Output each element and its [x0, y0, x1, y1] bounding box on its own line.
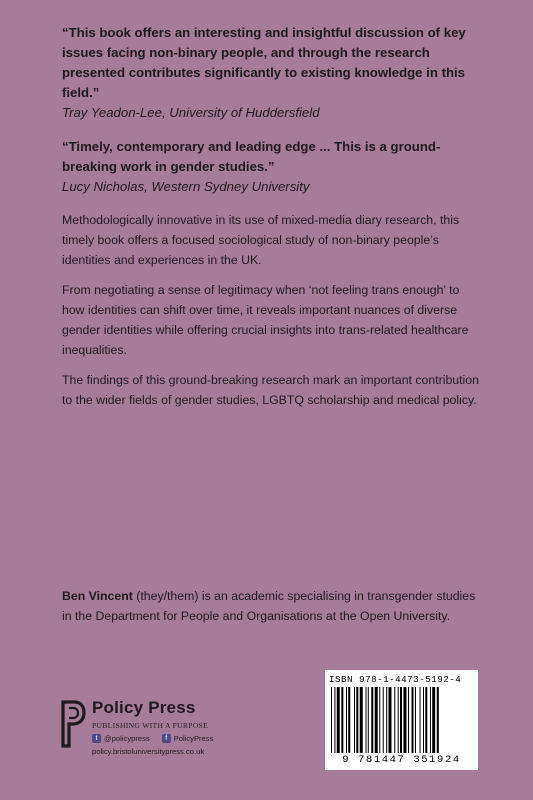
- facebook-icon: f: [162, 734, 171, 743]
- policy-press-logo-icon: [60, 700, 86, 748]
- twitter-icon: t: [92, 734, 101, 743]
- barcode-bar: [366, 687, 367, 753]
- author-name: Ben Vincent: [62, 589, 133, 603]
- author-bio: [62, 586, 482, 626]
- quote-text: “Timely, contemporary and leading edge ... This is a ground-breaking work in gender studies.”: [62, 139, 441, 174]
- barcode-bar: [354, 687, 355, 753]
- barcode-bar: [356, 687, 358, 753]
- publisher-website: policy.bristoluniversitypress.co.uk: [92, 747, 205, 756]
- author-bio-text: (they/them) is an academic specialising in transgender studies in the Department for People and Organisations at the Open University.: [62, 589, 476, 623]
- barcode-bar: [432, 687, 435, 753]
- description-paragraph: [62, 210, 482, 270]
- paragraph-text: The findings of this ground-breaking research mark an important contribution to the wider fields of gender studies, LGBTQ scholarship and medical policy.: [62, 373, 479, 407]
- barcode-bar: [386, 687, 387, 753]
- barcode-bar: [423, 687, 424, 753]
- twitter-handle: @policypress: [104, 733, 150, 743]
- barcode-bar: [375, 687, 378, 753]
- barcode-bar: [371, 687, 373, 753]
- barcode-bar: [331, 687, 332, 753]
- endorsement-quote: [62, 23, 472, 123]
- barcode-bar: [403, 687, 406, 753]
- publisher-logo: [60, 700, 240, 760]
- barcode-bar: [348, 687, 350, 753]
- barcode-bar: [389, 687, 392, 753]
- barcode-bar: [337, 687, 340, 753]
- barcode-bar: [420, 687, 421, 753]
- barcode-bar: [379, 687, 380, 753]
- isbn-label: ISBN 978-1-4473-5192-4: [329, 674, 462, 685]
- publisher-name: Policy Press: [92, 698, 196, 717]
- barcode-bar: [398, 687, 399, 753]
- endorsement-quote: [62, 137, 472, 197]
- paragraph-text: Methodologically innovative in its use of mixed-media diary research, this timely book offers a focused sociological study of non-binary people’s identities and experiences in the UK.: [62, 213, 460, 267]
- publisher-tagline: PUBLISHING WITH A PURPOSE: [92, 721, 209, 730]
- barcode-digits: 9 781447 351924: [342, 754, 461, 766]
- description-paragraph: [62, 370, 482, 410]
- barcode-bars: [331, 687, 472, 753]
- barcode-bar: [400, 687, 402, 753]
- barcode-bar: [412, 687, 414, 753]
- barcode-bar: [334, 687, 335, 753]
- paragraph-text: From negotiating a sense of legitimacy when ‘not feeling trans enough’ to how identities can shift over time, it reveals important nuances of diverse gender identities while offering crucial insights into trans-related healthcare inequalities.: [62, 283, 469, 357]
- barcode-bar: [383, 687, 384, 753]
- barcode-bar: [341, 687, 343, 753]
- barcode-bar: [430, 687, 431, 753]
- barcode-bar: [394, 687, 395, 753]
- facebook-handle: PolicyPress: [173, 733, 214, 743]
- quote-attribution: Lucy Nicholas, Western Sydney University: [62, 179, 310, 194]
- description-paragraph: [62, 280, 482, 360]
- barcode-bar: [360, 687, 363, 753]
- isbn-barcode: [325, 670, 478, 770]
- barcode-bar: [437, 687, 439, 753]
- quote-attribution: Tray Yeadon-Lee, University of Huddersfield: [62, 105, 320, 120]
- barcode-bar: [346, 687, 347, 753]
- barcode-bar: [408, 687, 409, 753]
- social-links: [92, 733, 213, 743]
- barcode-bar: [368, 687, 369, 753]
- barcode-bar: [425, 687, 427, 753]
- barcode-bar: [415, 687, 416, 753]
- quote-text: “This book offers an interesting and insightful discussion of key issues facing non-binary people, and through the research presented contributes significantly to existing knowledge in this field.”: [62, 25, 466, 100]
